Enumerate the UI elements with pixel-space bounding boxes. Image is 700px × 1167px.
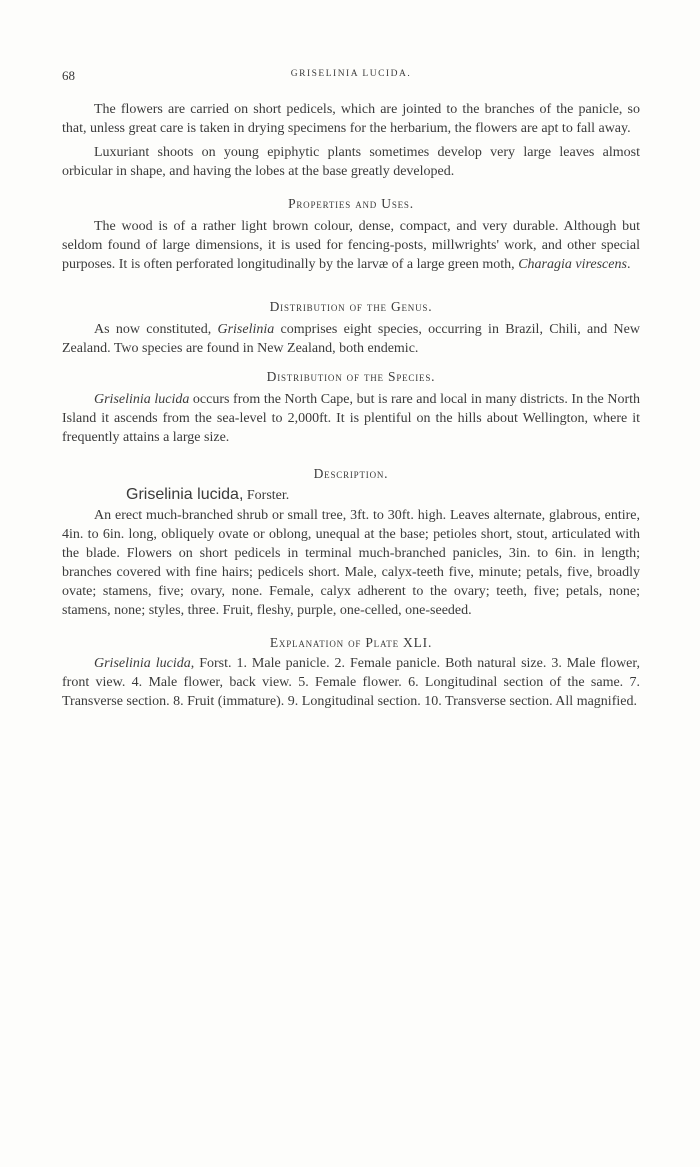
- intro-paragraph-flowers: The flowers are carried on short pedicels, which are jointed to the branches of the panicle, so that, unless great care is taken in drying specimens for the herbarium, the flowers are apt to fall away.: [62, 102, 640, 136]
- description-heading: Description.: [313, 466, 389, 481]
- species-distribution-paragraph: [62, 390, 640, 447]
- page-body: [62, 100, 640, 711]
- genus-text-start: As now constituted,: [94, 322, 218, 337]
- properties-text-end: .: [626, 257, 631, 272]
- species-title: [126, 485, 640, 505]
- intro-paragraph-shoots: Luxuriant shoots on young epiphytic plants sometimes develop very large leaves almost orbicular in shape, and having the lobes at the base greatly developed.: [62, 145, 640, 179]
- species-title-author: Forster.: [243, 488, 290, 503]
- species-text: occurs from the North Cape, but is rare and local in many districts. In the North Island it ascends from the sea-level to 2,000ft. It is plentiful on the hills about Wellington, where it frequently attains a large size.: [62, 392, 641, 445]
- properties-heading: Properties and Uses.: [288, 196, 414, 211]
- plate-species-name: Griselinia lucida: [94, 656, 191, 671]
- moth-name: Charagia virescens: [518, 257, 627, 272]
- plate-explanation-text: , Forst. 1. Male panicle. 2. Female panicle. Both natural size. 3. Male flower, front view. 4. Male flower, back view. 5. Female flower. 6. Longitudinal section of the same. 7. Transverse section. 8. Fruit (immature). 9. Longitudinal section. 10. Transverse section. All magnified.: [62, 656, 640, 709]
- genus-distribution-paragraph: [62, 320, 640, 358]
- genus-name: Griselinia: [217, 322, 275, 337]
- species-distribution-heading: Distribution of the Species.: [266, 369, 436, 384]
- properties-paragraph: [62, 217, 640, 274]
- plate-explanation-paragraph: [62, 654, 640, 711]
- running-head: GRISELINIA LUCIDA.: [290, 69, 412, 79]
- page-header: [62, 68, 640, 86]
- properties-text: The wood is of a rather light brown colour, dense, compact, and very durable. Although but seldom found of large dimensions, it is used for fencing-posts, millwrights' work, and other special purposes. It is often perforated longitudinally by the larvæ of a large green moth,: [62, 219, 640, 272]
- species-name-italic: Griselinia lucida: [94, 392, 190, 407]
- genus-distribution-heading: Distribution of the Genus.: [269, 299, 433, 314]
- page-number: 68: [62, 68, 75, 83]
- genus-text: comprises eight species, occurring in Brazil, Chili, and New Zealand. Two species are found in New Zealand, both endemic.: [62, 322, 640, 356]
- plate-explanation-heading: Explanation of Plate XLI.: [269, 635, 433, 650]
- description-paragraph: An erect much-branched shrub or small tree, 3ft. to 30ft. high. Leaves alternate, glabrous, entire, 4in. to 6in. long, obliquely ovate or oblong, unequal at the base; petioles short, stout, articulated with the blade. Flowers on short pedicels in terminal much-branched panicles, 3in. to 6in. in length; branches covered with fine hairs; pedicels short. Male, calyx-teeth five, minute; petals, five, broadly ovate; stamens, five; ovary, none. Female, calyx adherent to the ovary; teeth, five; petals, none; stamens, none; styles, three. Fruit, fleshy, purple, one-celled, one-seeded.: [62, 508, 640, 618]
- species-title-name: Griselinia lucida,: [126, 486, 244, 503]
